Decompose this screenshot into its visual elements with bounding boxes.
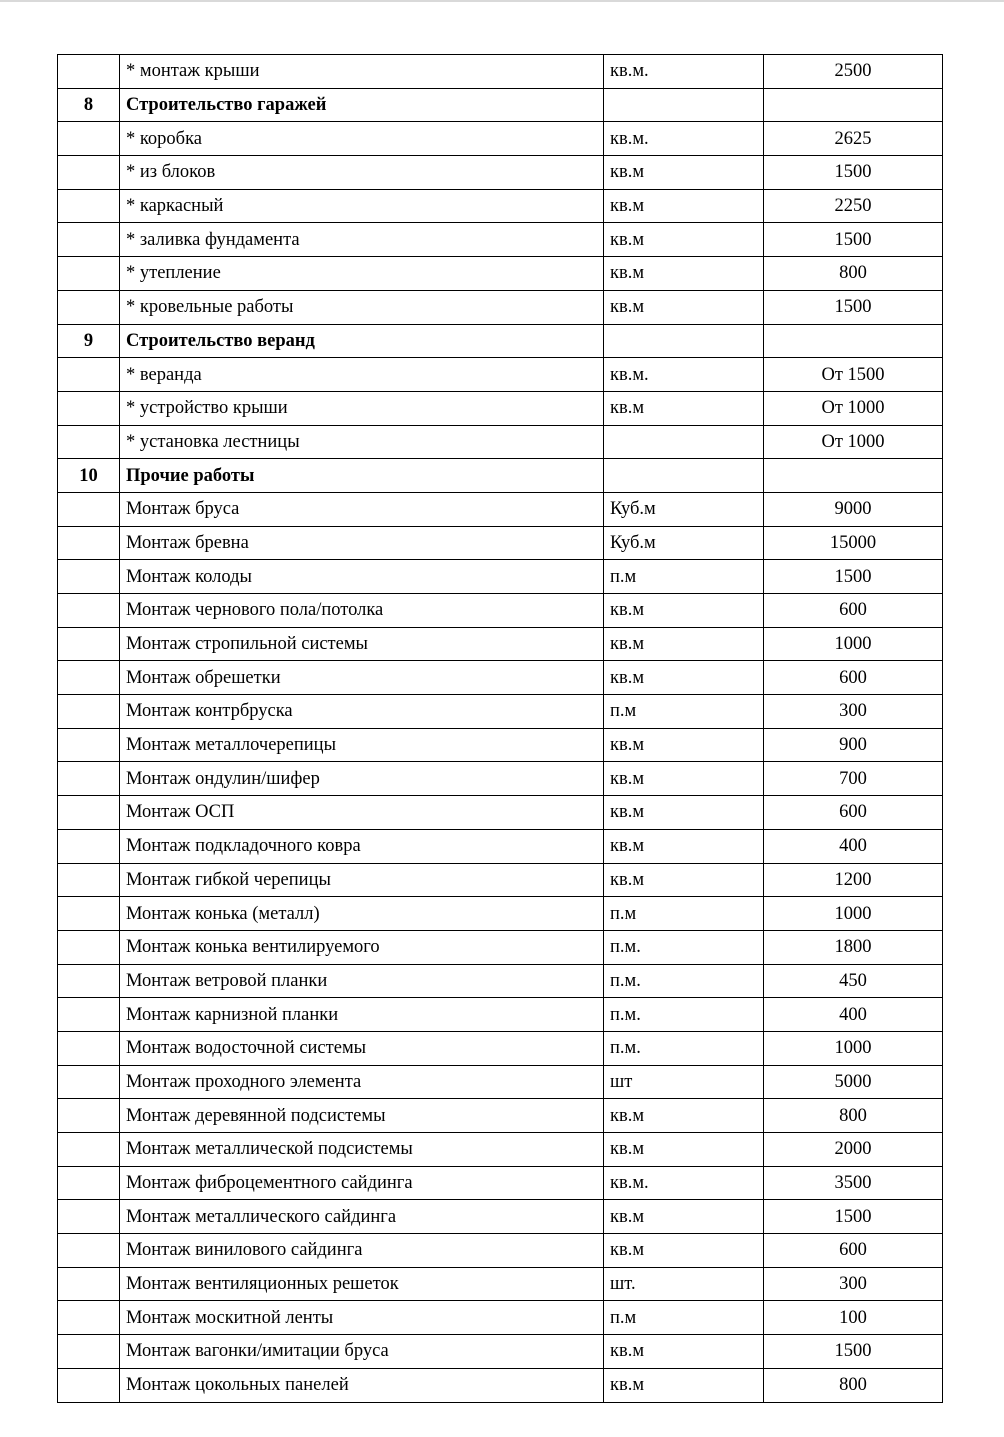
unit-cell: кв.м <box>604 796 764 830</box>
unit-cell: кв.м <box>604 156 764 190</box>
row-number-cell <box>58 1234 120 1268</box>
price-cell: 2625 <box>764 122 943 156</box>
row-number-cell <box>58 796 120 830</box>
work-name-cell: Монтаж москитной ленты <box>120 1301 604 1335</box>
table-row <box>58 1099 943 1133</box>
price-cell: 1500 <box>764 156 943 190</box>
row-number-cell <box>58 1065 120 1099</box>
row-number-cell <box>58 1166 120 1200</box>
price-cell <box>764 324 943 358</box>
price-cell: 800 <box>764 257 943 291</box>
row-number-cell <box>58 358 120 392</box>
table-row <box>58 1200 943 1234</box>
unit-cell: кв.м <box>604 1200 764 1234</box>
work-name-cell: * устройство крыши <box>120 391 604 425</box>
row-number-cell <box>58 695 120 729</box>
table-row <box>58 358 943 392</box>
price-list-table <box>57 54 943 1403</box>
price-cell: 9000 <box>764 492 943 526</box>
work-name-cell: Монтаж металлочерепицы <box>120 728 604 762</box>
work-name-cell: * кровельные работы <box>120 290 604 324</box>
unit-cell: кв.м <box>604 290 764 324</box>
price-cell: 800 <box>764 1368 943 1402</box>
table-row <box>58 1065 943 1099</box>
table-row <box>58 492 943 526</box>
unit-cell: кв.м <box>604 1335 764 1369</box>
price-cell: 450 <box>764 964 943 998</box>
table-row <box>58 998 943 1032</box>
price-cell: 100 <box>764 1301 943 1335</box>
unit-cell: кв.м <box>604 257 764 291</box>
unit-cell: кв.м <box>604 1234 764 1268</box>
work-name-cell: Монтаж контрбруска <box>120 695 604 729</box>
row-number-cell: 10 <box>58 459 120 493</box>
price-cell: 2000 <box>764 1133 943 1167</box>
work-name-cell: Монтаж конька вентилируемого <box>120 930 604 964</box>
price-cell: 900 <box>764 728 943 762</box>
row-number-cell <box>58 1335 120 1369</box>
work-name-cell: Монтаж фиброцементного сайдинга <box>120 1166 604 1200</box>
work-name-cell: Монтаж бревна <box>120 526 604 560</box>
row-number-cell <box>58 55 120 89</box>
table-row <box>58 290 943 324</box>
table-row <box>58 796 943 830</box>
table-row <box>58 122 943 156</box>
price-cell: 2500 <box>764 55 943 89</box>
unit-cell: кв.м <box>604 189 764 223</box>
unit-cell: кв.м <box>604 829 764 863</box>
work-name-cell: * каркасный <box>120 189 604 223</box>
price-cell <box>764 459 943 493</box>
table-row <box>58 1031 943 1065</box>
row-number-cell <box>58 829 120 863</box>
row-number-cell <box>58 257 120 291</box>
work-name-cell: * заливка фундамента <box>120 223 604 257</box>
unit-cell: п.м. <box>604 964 764 998</box>
price-cell: 3500 <box>764 1166 943 1200</box>
price-cell: 400 <box>764 998 943 1032</box>
row-number-cell <box>58 1368 120 1402</box>
section-header-row <box>58 324 943 358</box>
table-row <box>58 1166 943 1200</box>
row-number-cell <box>58 492 120 526</box>
unit-cell: кв.м <box>604 391 764 425</box>
work-name-cell: Монтаж вагонки/имитации бруса <box>120 1335 604 1369</box>
unit-cell: кв.м. <box>604 55 764 89</box>
row-number-cell: 8 <box>58 88 120 122</box>
row-number-cell <box>58 425 120 459</box>
work-name-cell: Монтаж чернового пола/потолка <box>120 594 604 628</box>
work-name-cell: Монтаж ондулин/шифер <box>120 762 604 796</box>
work-name-cell: Строительство веранд <box>120 324 604 358</box>
table-row <box>58 1234 943 1268</box>
section-header-row <box>58 88 943 122</box>
work-name-cell: Монтаж бруса <box>120 492 604 526</box>
row-number-cell <box>58 627 120 661</box>
price-cell: 300 <box>764 695 943 729</box>
row-number-cell <box>58 189 120 223</box>
price-cell: 1800 <box>764 930 943 964</box>
table-row <box>58 257 943 291</box>
section-header-row <box>58 459 943 493</box>
unit-cell: п.м <box>604 1301 764 1335</box>
row-number-cell <box>58 1099 120 1133</box>
unit-cell: кв.м. <box>604 1166 764 1200</box>
work-name-cell: * веранда <box>120 358 604 392</box>
work-name-cell: Прочие работы <box>120 459 604 493</box>
work-name-cell: Монтаж вентиляционных решеток <box>120 1267 604 1301</box>
table-row <box>58 1335 943 1369</box>
work-name-cell: Монтаж стропильной системы <box>120 627 604 661</box>
table-row <box>58 55 943 89</box>
unit-cell: п.м <box>604 560 764 594</box>
work-name-cell: Монтаж ОСП <box>120 796 604 830</box>
work-name-cell: * монтаж крыши <box>120 55 604 89</box>
work-name-cell: * из блоков <box>120 156 604 190</box>
unit-cell: кв.м <box>604 661 764 695</box>
unit-cell <box>604 459 764 493</box>
unit-cell <box>604 88 764 122</box>
unit-cell <box>604 425 764 459</box>
row-number-cell <box>58 1301 120 1335</box>
unit-cell: Куб.м <box>604 492 764 526</box>
row-number-cell <box>58 863 120 897</box>
work-name-cell: Монтаж гибкой черепицы <box>120 863 604 897</box>
price-cell: 1000 <box>764 1031 943 1065</box>
work-name-cell: Монтаж цокольных панелей <box>120 1368 604 1402</box>
page-top-divider <box>0 0 1004 2</box>
row-number-cell <box>58 391 120 425</box>
table-row <box>58 189 943 223</box>
work-name-cell: Монтаж металлической подсистемы <box>120 1133 604 1167</box>
row-number-cell: 9 <box>58 324 120 358</box>
unit-cell: шт. <box>604 1267 764 1301</box>
unit-cell: кв.м <box>604 863 764 897</box>
table-row <box>58 897 943 931</box>
price-cell: От 1000 <box>764 425 943 459</box>
table-row <box>58 661 943 695</box>
row-number-cell <box>58 156 120 190</box>
table-row <box>58 863 943 897</box>
work-name-cell: Монтаж ветровой планки <box>120 964 604 998</box>
row-number-cell <box>58 290 120 324</box>
table-row <box>58 930 943 964</box>
table-row <box>58 728 943 762</box>
work-name-cell: * коробка <box>120 122 604 156</box>
unit-cell: кв.м <box>604 594 764 628</box>
price-cell: 700 <box>764 762 943 796</box>
row-number-cell <box>58 1133 120 1167</box>
work-name-cell: Монтаж подкладочного ковра <box>120 829 604 863</box>
price-cell: 5000 <box>764 1065 943 1099</box>
price-cell: 1000 <box>764 897 943 931</box>
price-cell: 600 <box>764 594 943 628</box>
table-row <box>58 829 943 863</box>
price-cell <box>764 88 943 122</box>
unit-cell: кв.м <box>604 762 764 796</box>
row-number-cell <box>58 1200 120 1234</box>
price-cell: 600 <box>764 1234 943 1268</box>
price-cell: 1500 <box>764 1200 943 1234</box>
row-number-cell <box>58 930 120 964</box>
work-name-cell: Монтаж винилового сайдинга <box>120 1234 604 1268</box>
table-row <box>58 560 943 594</box>
work-name-cell: * установка лестницы <box>120 425 604 459</box>
row-number-cell <box>58 1031 120 1065</box>
unit-cell: кв.м <box>604 627 764 661</box>
table-row <box>58 425 943 459</box>
table-row <box>58 762 943 796</box>
table-row <box>58 391 943 425</box>
price-cell: 1500 <box>764 223 943 257</box>
price-list-body <box>58 55 943 1403</box>
work-name-cell: Монтаж металлического сайдинга <box>120 1200 604 1234</box>
row-number-cell <box>58 526 120 560</box>
price-cell: 1500 <box>764 560 943 594</box>
row-number-cell <box>58 964 120 998</box>
table-row <box>58 156 943 190</box>
work-name-cell: Монтаж обрешетки <box>120 661 604 695</box>
table-row <box>58 695 943 729</box>
row-number-cell <box>58 762 120 796</box>
work-name-cell: Монтаж деревянной подсистемы <box>120 1099 604 1133</box>
table-row <box>58 594 943 628</box>
row-number-cell <box>58 594 120 628</box>
unit-cell: п.м <box>604 695 764 729</box>
price-cell: От 1000 <box>764 391 943 425</box>
work-name-cell: Монтаж карнизной планки <box>120 998 604 1032</box>
unit-cell: п.м. <box>604 1031 764 1065</box>
work-name-cell: Строительство гаражей <box>120 88 604 122</box>
unit-cell: п.м <box>604 897 764 931</box>
row-number-cell <box>58 1267 120 1301</box>
unit-cell: п.м. <box>604 998 764 1032</box>
price-cell: 600 <box>764 661 943 695</box>
price-cell: 1500 <box>764 290 943 324</box>
row-number-cell <box>58 728 120 762</box>
work-name-cell: Монтаж проходного элемента <box>120 1065 604 1099</box>
table-row <box>58 964 943 998</box>
unit-cell: кв.м. <box>604 358 764 392</box>
table-row <box>58 627 943 661</box>
work-name-cell: Монтаж водосточной системы <box>120 1031 604 1065</box>
work-name-cell: * утепление <box>120 257 604 291</box>
price-cell: 400 <box>764 829 943 863</box>
work-name-cell: Монтаж конька (металл) <box>120 897 604 931</box>
table-row <box>58 1368 943 1402</box>
unit-cell: кв.м <box>604 223 764 257</box>
unit-cell: п.м. <box>604 930 764 964</box>
price-cell: 15000 <box>764 526 943 560</box>
unit-cell: кв.м <box>604 1133 764 1167</box>
table-row <box>58 1133 943 1167</box>
price-cell: 1200 <box>764 863 943 897</box>
price-cell: 2250 <box>764 189 943 223</box>
row-number-cell <box>58 998 120 1032</box>
unit-cell: кв.м <box>604 1099 764 1133</box>
row-number-cell <box>58 223 120 257</box>
row-number-cell <box>58 661 120 695</box>
unit-cell: Куб.м <box>604 526 764 560</box>
table-row <box>58 1301 943 1335</box>
unit-cell: кв.м <box>604 1368 764 1402</box>
table-row <box>58 1267 943 1301</box>
unit-cell: кв.м. <box>604 122 764 156</box>
price-cell: 1500 <box>764 1335 943 1369</box>
row-number-cell <box>58 897 120 931</box>
unit-cell: кв.м <box>604 728 764 762</box>
price-cell: 600 <box>764 796 943 830</box>
price-cell: 1000 <box>764 627 943 661</box>
unit-cell: шт <box>604 1065 764 1099</box>
row-number-cell <box>58 560 120 594</box>
price-cell: От 1500 <box>764 358 943 392</box>
table-row <box>58 526 943 560</box>
price-cell: 800 <box>764 1099 943 1133</box>
row-number-cell <box>58 122 120 156</box>
price-cell: 300 <box>764 1267 943 1301</box>
unit-cell <box>604 324 764 358</box>
table-row <box>58 223 943 257</box>
work-name-cell: Монтаж колоды <box>120 560 604 594</box>
